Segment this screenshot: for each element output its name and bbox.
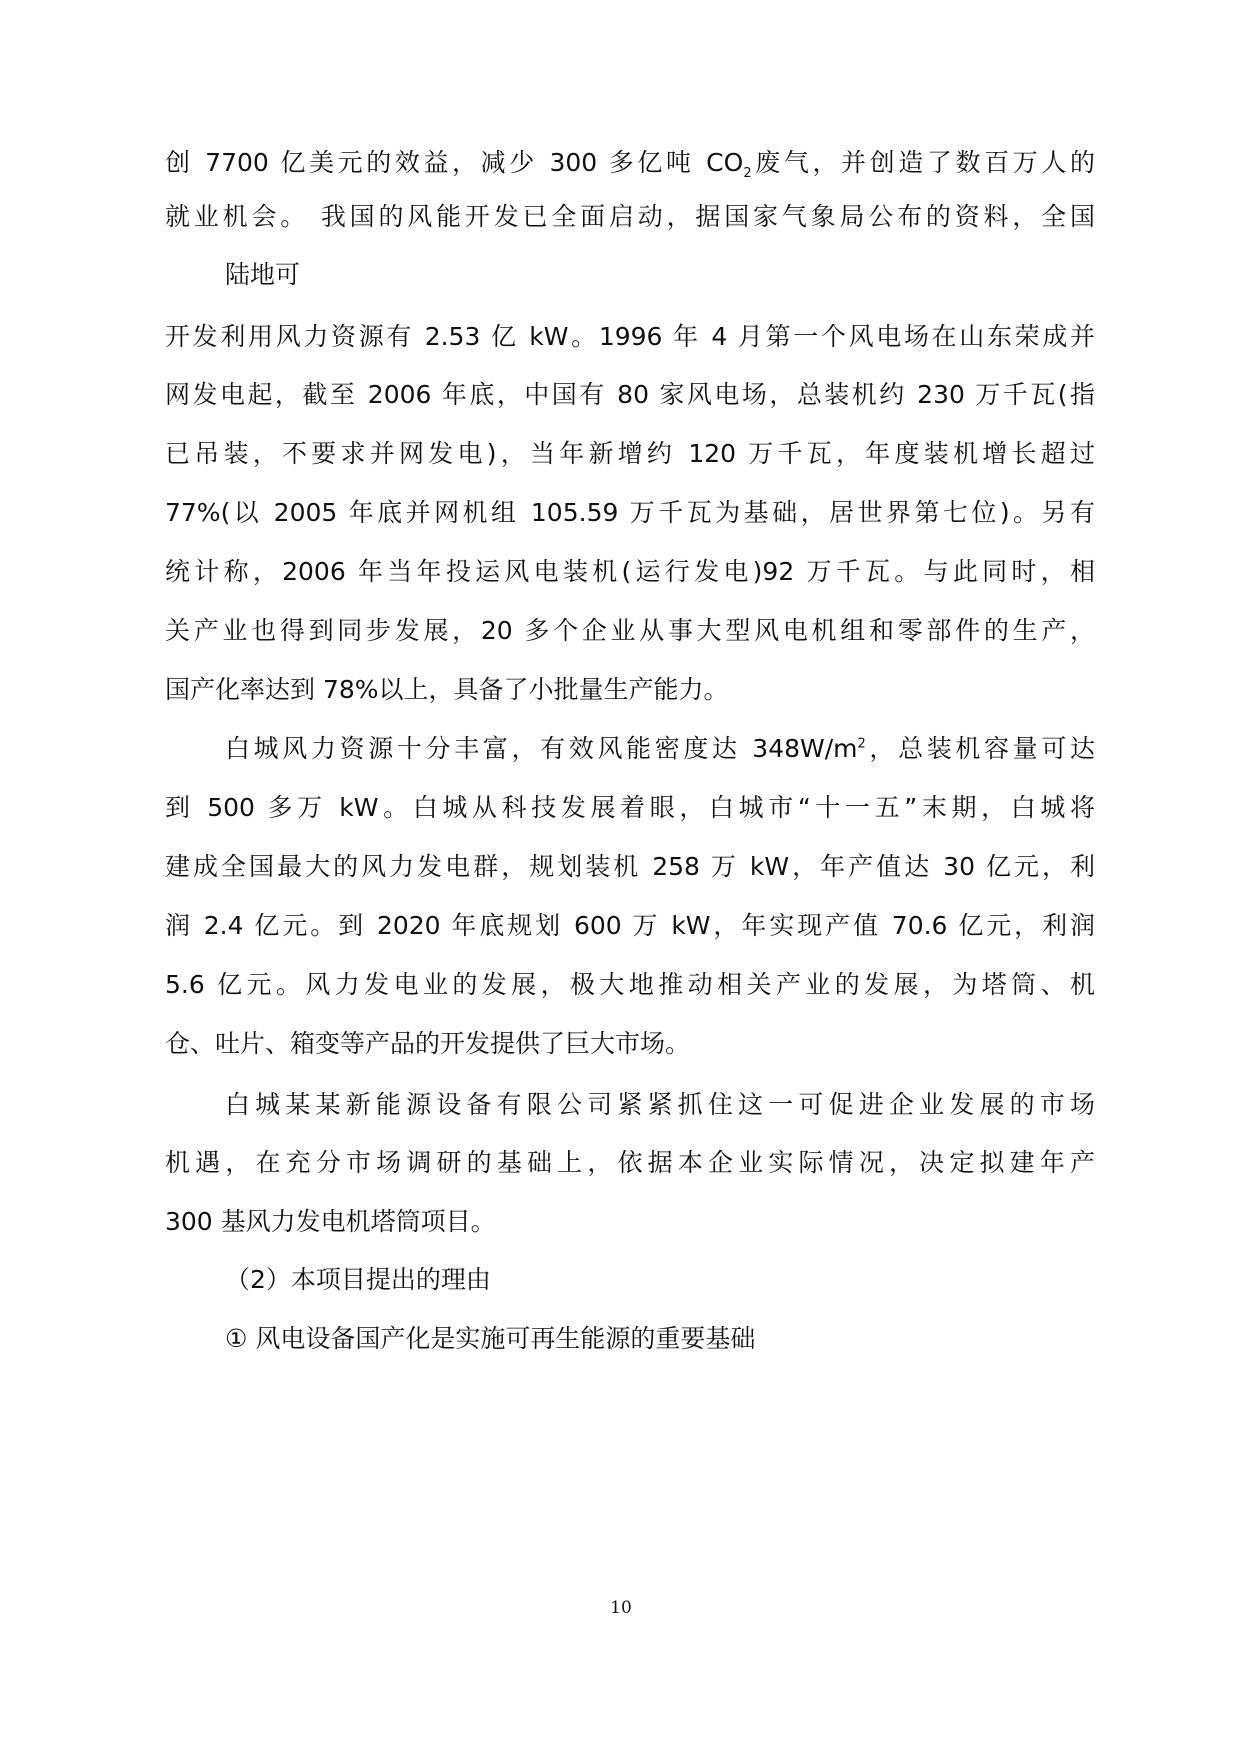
paragraph-line: 国产化率达到 78%以上，具备了小批量生产能力。 [165, 675, 729, 704]
paragraph-line: 白城风力资源十分丰富，有效风能密度达 $348W/m^2$，总装机容量可达 [225, 734, 1095, 763]
paragraph-line: 统计称，2006 年当年投运风电装机(运行发电)92 万千瓦。与此同时，相 [165, 557, 1095, 586]
paragraph-line: 关产业也得到同步发展，20 多个企业从事大型风电机组和零部件的生产， [165, 616, 1095, 645]
paragraph-line: 创 7700 亿美元的效益，减少 300 多亿吨 $CO_2$废气，并创造了数百万人的 [165, 148, 1095, 181]
paragraph-line: 300 基风力发电机塔筒项目。 [165, 1207, 496, 1236]
paragraph-line: 开发利用风力资源有 2.53 亿 kW。1996 年 4 月第一个风电场在山东荣成并 [165, 322, 1095, 351]
section-heading: （2）本项目提出的理由 [225, 1265, 491, 1294]
paragraph-line: 润 2.4 亿元。到 2020 年底规划 600 万 kW，年实现产值 70.6 亿元，利润 [165, 911, 1095, 940]
paragraph-line: 5.6 亿元。风力发电业的发展，极大地推动相关产业的发展，为塔筒、机 [165, 970, 1095, 999]
paragraph-line: 仓、吐片、箱变等产品的开发提供了巨大市场。 [165, 1029, 691, 1058]
paragraph-line: 建成全国最大的风力发电群，规划装机 258 万 kW，年产值达 30 亿元，利 [165, 852, 1095, 881]
paragraph-line: 机遇，在充分市场调研的基础上，依据本企业实际情况，决定拟建年产 [165, 1148, 1095, 1177]
paragraph-line: 陆地可 [225, 260, 301, 289]
paragraph-line: 白城某某新能源设备有限公司紧紧抓住这一可促进企业发展的市场 [225, 1090, 1095, 1119]
paragraph-line: 已吊装，不要求并网发电)，当年新增约 120 万千瓦，年度装机增长超过 [165, 439, 1095, 468]
paragraph-line: 到 500 多万 kW。白城从科技发展着眼，白城市“十一五”末期，白城将 [165, 793, 1095, 822]
paragraph-line: 就业机会。 我国的风能开发已全面启动，据国家气象局公布的资料，全国 [165, 202, 1095, 231]
paragraph-line: 77%(以 2005 年底并网机组 105.59 万千瓦为基础，居世界第七位)。另有 [165, 498, 1095, 527]
paragraph-line: 网发电起，截至 2006 年底，中国有 80 家风电场，总装机约 230 万千瓦(指 [165, 380, 1095, 409]
page-number: 10 [610, 1598, 632, 1618]
subsection-heading: ① 风电设备国产化是实施可再生能源的重要基础 [225, 1324, 756, 1353]
